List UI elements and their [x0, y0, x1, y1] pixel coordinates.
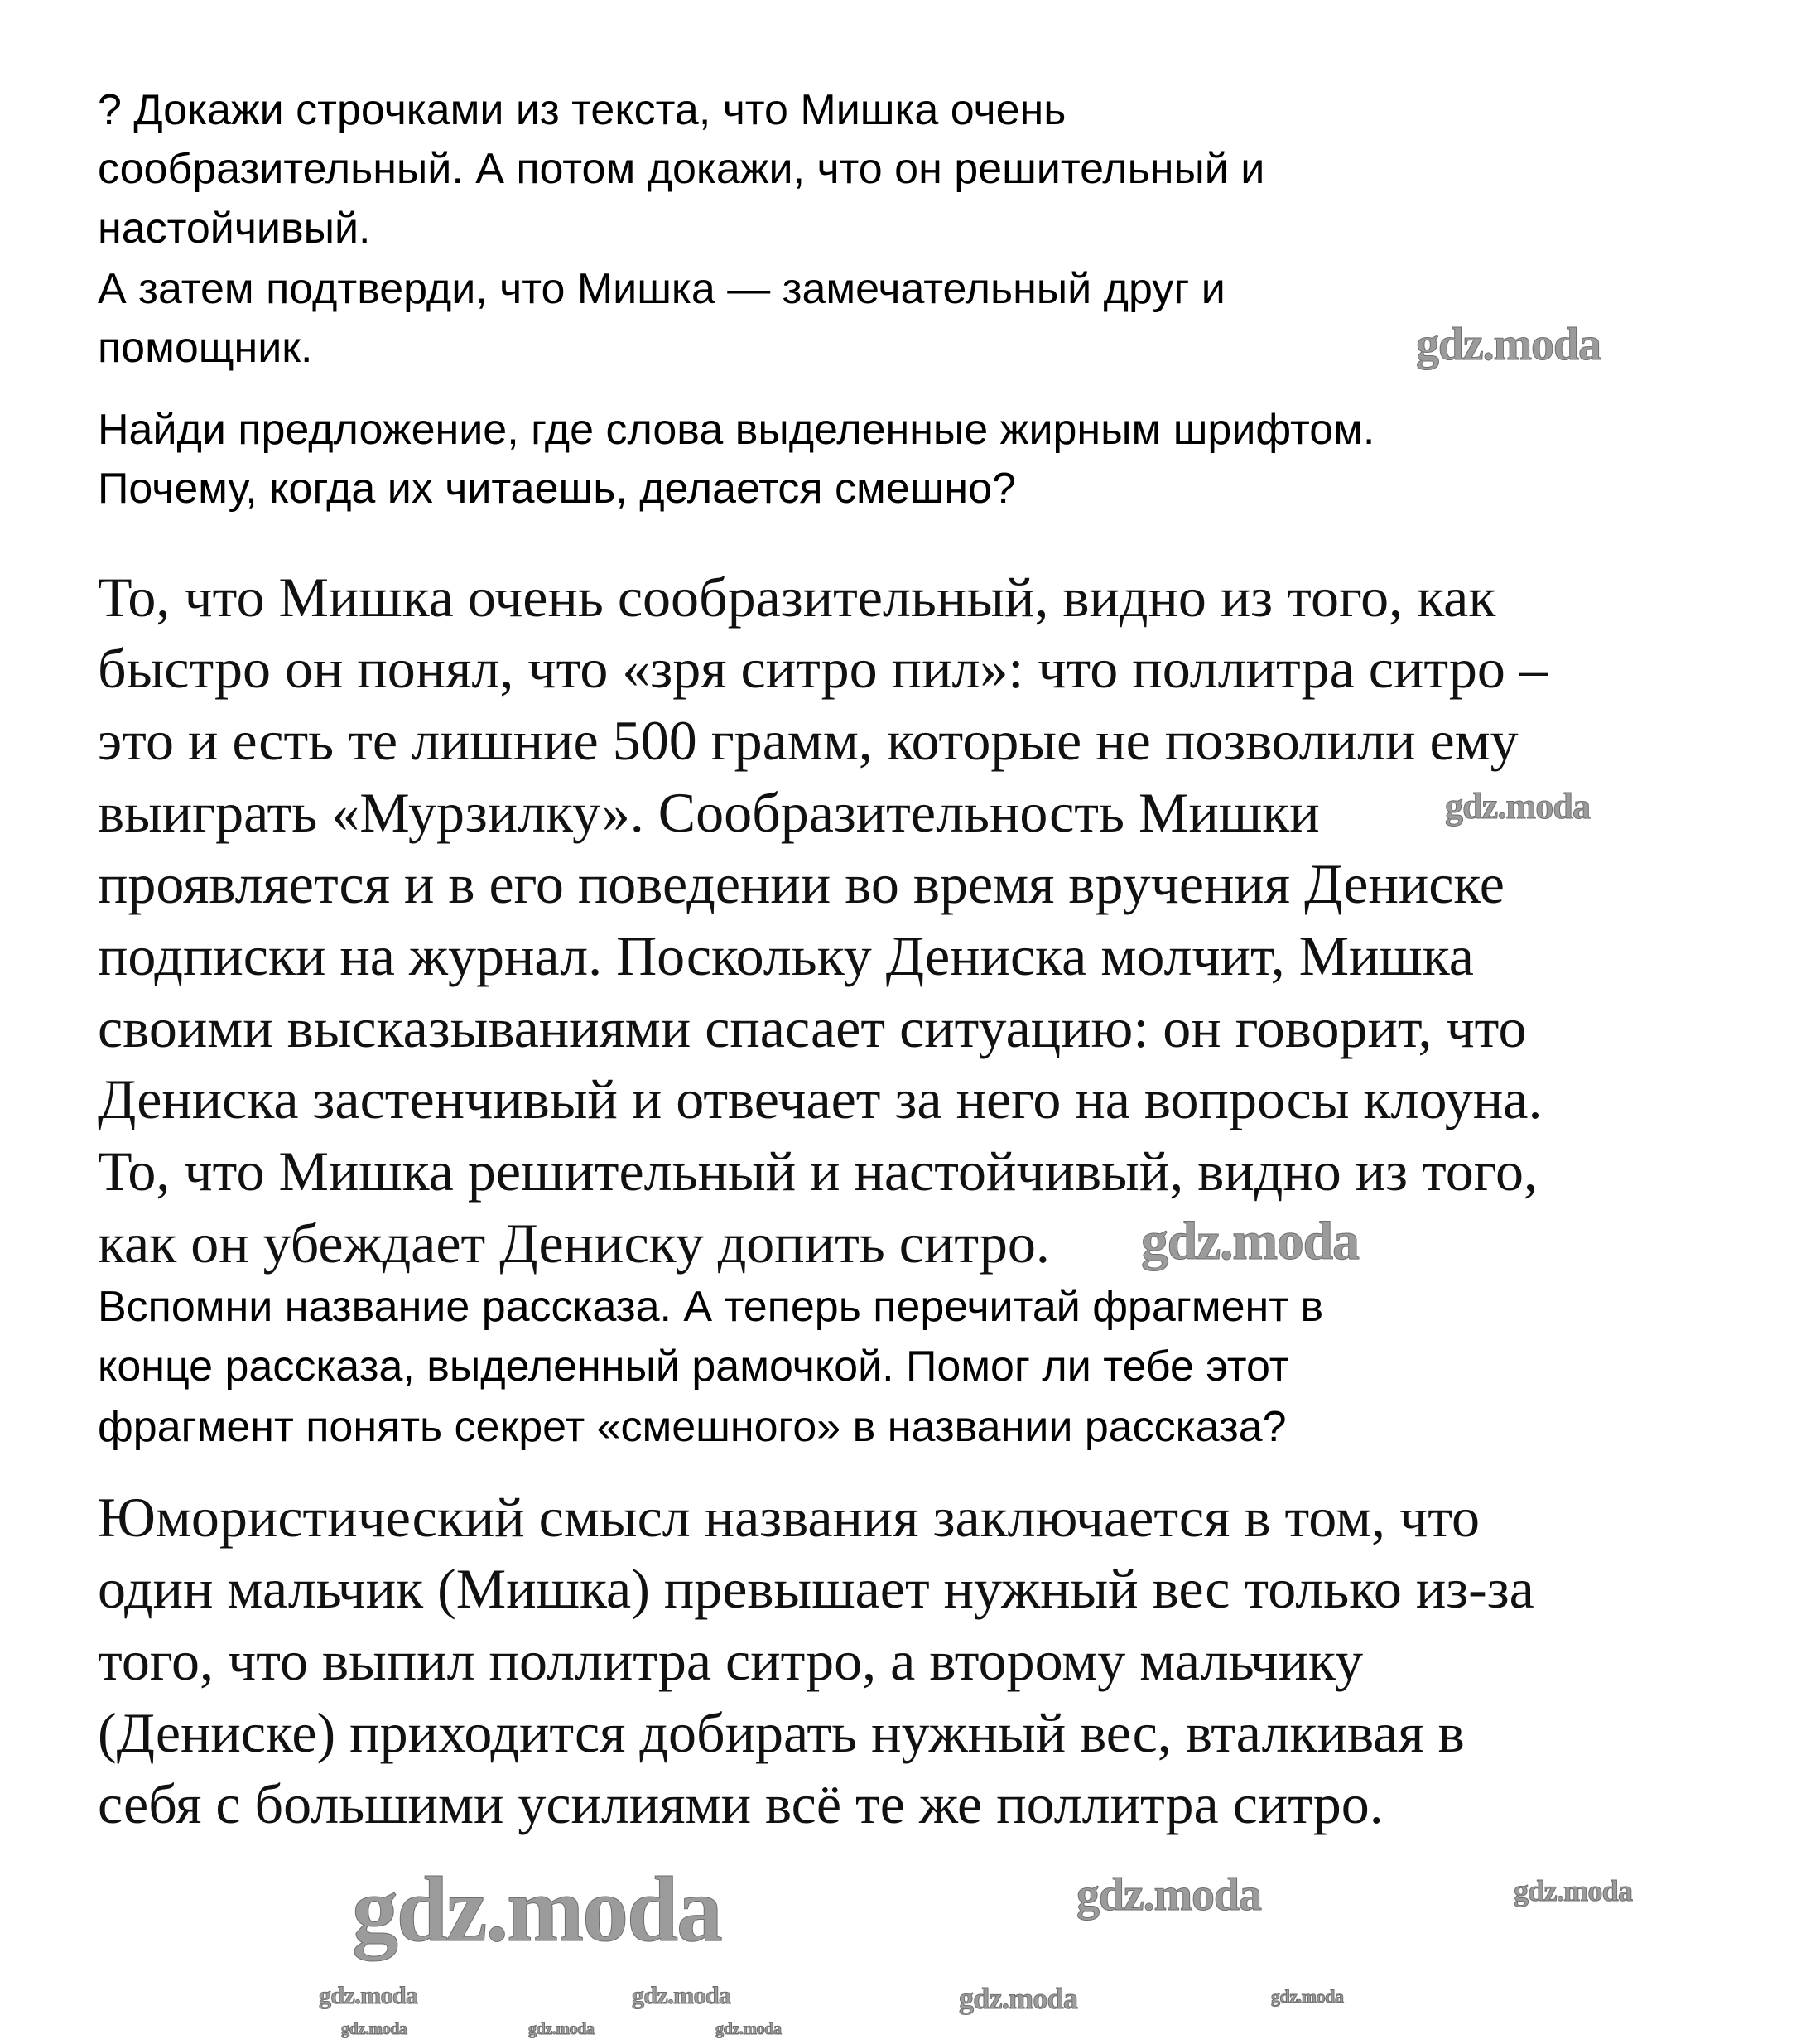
watermark: gdz.moda	[715, 2020, 782, 2038]
answer-line: себя с большими усилиями всё те же поллитра ситро.	[98, 1772, 1384, 1835]
answer-line: проявляется и в его поведении во время вручения Дениске	[98, 852, 1505, 915]
watermark: gdz.moda	[632, 1982, 731, 2009]
answer-line: выиграть «Мурзилку». Сообразительность Мишки	[98, 781, 1320, 844]
watermark: gdz.moda	[959, 1982, 1078, 2015]
question-line: конце рассказа, выделенный рамочкой. Помог ли тебе этот	[98, 1343, 1289, 1391]
answer-line: Юмористический смысл названия заключается в том, что	[98, 1486, 1481, 1549]
watermark: gdz.moda	[341, 2020, 407, 2038]
answer-line: быстро он понял, что «зря ситро пил»: что поллитра ситро –	[98, 637, 1548, 700]
answer-line: То, что Мишка очень сообразительный, видно из того, как	[98, 566, 1496, 629]
watermark: gdz.moda	[1076, 1869, 1261, 1921]
answer-line: (Дениске) приходится добирать нужный вес, вталкивая в	[98, 1701, 1465, 1764]
question-line: А затем подтверди, что Мишка — замечательный друг и	[98, 265, 1226, 313]
answer-line: того, что выпил поллитра ситро, а второму мальчику	[98, 1629, 1364, 1692]
watermark: gdz.moda	[528, 2020, 595, 2038]
answer-line: подписки на журнал. Поскольку Дениска молчит, Мишка	[98, 924, 1474, 987]
answer-line: как он убеждает Дениску допить ситро.	[98, 1212, 1050, 1275]
answer-line: один мальчик (Мишка) превышает нужный вес только из-за	[98, 1557, 1534, 1620]
watermark: gdz.moda	[1416, 319, 1601, 370]
answer-line: То, что Мишка решительный и настойчивый, видно из того,	[98, 1140, 1538, 1203]
watermark: gdz.moda	[352, 1858, 721, 1961]
answer-line: Дениска застенчивый и отвечает за него на вопросы клоуна.	[98, 1068, 1543, 1130]
watermark: gdz.moda	[1271, 1986, 1344, 2007]
answer-line: своими высказываниями спасает ситуацию: он говорит, что	[98, 996, 1527, 1059]
watermark: gdz.moda	[1141, 1211, 1359, 1271]
watermark: gdz.moda	[319, 1982, 418, 2009]
question-line: сообразительный. А потом докажи, что он решительный и	[98, 145, 1265, 193]
question-line: Вспомни название рассказа. А теперь перечитай фрагмент в	[98, 1283, 1324, 1331]
question-line: настойчивый.	[98, 205, 371, 253]
question-line: Почему, когда их читаешь, делается смешно?	[98, 465, 1016, 513]
watermark: gdz.moda	[1445, 786, 1591, 827]
watermark: gdz.moda	[1514, 1874, 1633, 1907]
question-line: фрагмент понять секрет «смешного» в названии рассказа?	[98, 1403, 1287, 1451]
question-line: помощник.	[98, 324, 313, 372]
answer-line: это и есть те лишние 500 грамм, которые не позволили ему	[98, 709, 1519, 772]
question-line: Найди предложение, где слова выделенные жирным шрифтом.	[98, 406, 1375, 454]
question-line: ? Докажи строчками из текста, что Мишка очень	[98, 86, 1067, 134]
